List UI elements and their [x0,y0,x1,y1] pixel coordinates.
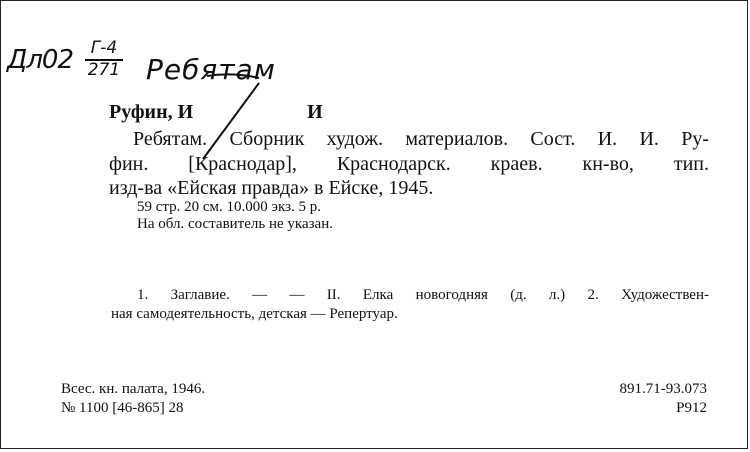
description-line-3: изд-ва «Ейская правда» в Ейске, 1945. [109,177,434,199]
description-line-1: Ребятам. Сборник худож. материалов. Сост. И. И. Ру- [133,128,709,150]
card-number-line: № 1100 [46-865] 28 [61,400,184,416]
author-second-initial: И [307,101,323,123]
description-line-2: фин. [Краснодар], Краснодарск. краев. кн-во, тип. [109,153,709,175]
handwritten-title: Ребятам [146,53,276,86]
physical-description: 59 стр. 20 см. 10.000 экз. 5 р. [137,199,321,215]
handwritten-fraction-bottom: 271 [87,60,121,80]
classification-code: Р912 [676,400,707,416]
udc-code: 891.71-93.073 [619,381,707,397]
title-underline-stroke [207,74,259,78]
cover-note: На обл. составитель не указан. [137,216,333,232]
handwritten-fraction-top: Г-4 [85,39,123,61]
handwritten-shelf-code: Дл02 [7,45,74,75]
author-heading [109,101,323,124]
book-chamber-line: Всес. кн. палата, 1946. [61,381,206,397]
author-name: Руфин, И [109,101,194,123]
subject-line-1: 1. Заглавие. — — II. Елка новогодняя (д. л.) 2. Художествен- [137,287,709,303]
subject-line-2: ная самодеятельность, детская — Репертуар. [111,306,398,322]
